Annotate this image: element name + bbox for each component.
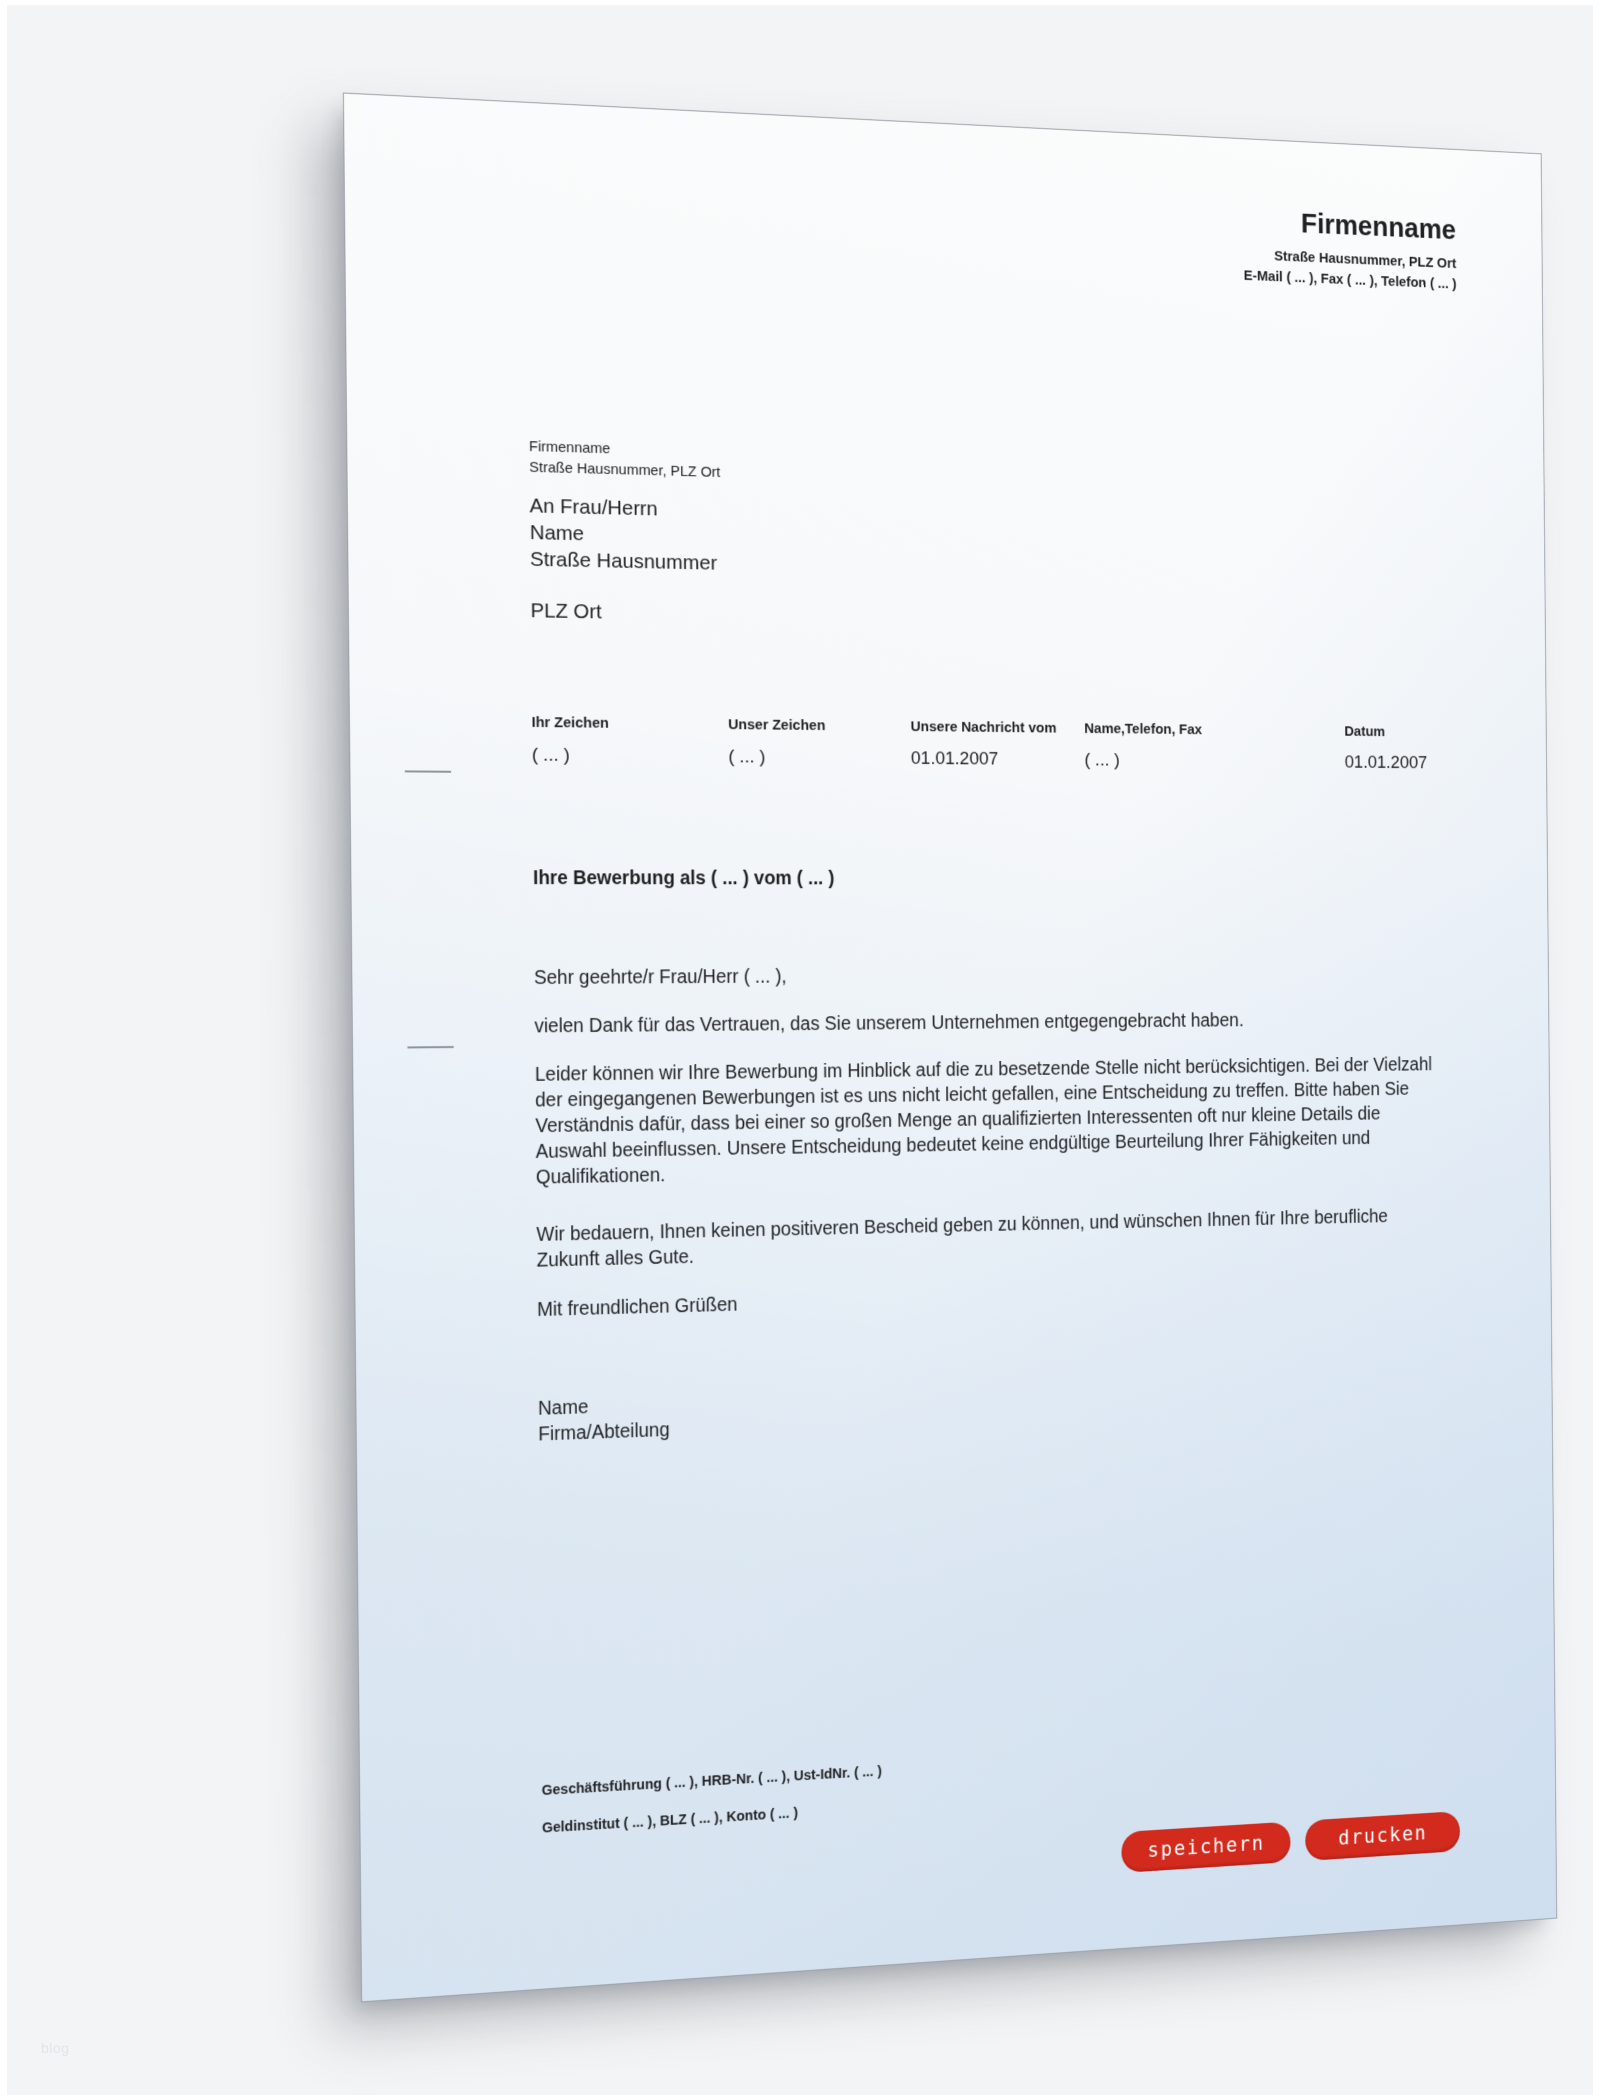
recipient-line2: Name (529, 521, 585, 546)
reference-value: 01.01.2007 (1344, 752, 1428, 773)
reference-label: Name,Telefon, Fax (1084, 720, 1203, 738)
body-paragraph: Leider können wir Ihre Bewerbung im Hinblick auf die zu besetzende Stelle nicht berücksichtigen. Bei der Vielzahl der eingegangenen Bewerbungen ist es uns nicht leicht gefallen, eine Entscheidung zu treffen. Bitte haben Sie Verständnis dafür, dass bei einer so großen Menge an qualifizierten Interessenten oft nur kleine Details die Auswahl beeinflussen. Unsere Entscheidung bedeutet keine endgültige Beurteilung Ihrer Fähigkeiten und Qualifikationen. (534, 1054, 1433, 1189)
letter-page (343, 92, 1557, 2002)
signature-block (538, 1367, 1443, 1447)
salutation: Sehr geehrte/r Frau/Herr ( ... ), (533, 965, 787, 989)
footer-line2: Geldinstitut ( ... ), BLZ ( ... ), Konto ( ... ) (541, 1805, 798, 1837)
letterhead (1243, 205, 1456, 295)
reference-column (728, 716, 826, 769)
fold-mark-middle (407, 1046, 453, 1048)
reference-column (911, 718, 1057, 770)
reference-label: Unsere Nachricht vom (910, 718, 1057, 737)
sender-address: Straße Hausnummer, PLZ Ort (529, 458, 721, 481)
recipient-line4: PLZ Ort (530, 599, 602, 624)
reference-column (532, 714, 610, 767)
subject-line: Ihre Bewerbung als ( ... ) vom ( ... ) (532, 867, 835, 890)
reference-label: Ihr Zeichen (531, 714, 610, 732)
signature-org: Firma/Abteilung (538, 1419, 670, 1446)
reference-value: ( ... ) (1084, 750, 1120, 771)
letterhead-contact: E-Mail ( ... ), Fax ( ... ), Telefon ( ... ) (1243, 267, 1457, 293)
reference-value: ( ... ) (728, 746, 766, 768)
reference-label: Datum (1344, 723, 1386, 740)
reference-label: Unser Zeichen (728, 716, 826, 734)
body-paragraph: Wir bedauern, Ihnen keinen positiveren Bescheid geben zu können, und wünschen Ihnen für Ihre berufliche Zukunft alles Gute. (536, 1206, 1388, 1272)
save-button[interactable]: speichern (1121, 1822, 1290, 1873)
sender-line (529, 436, 721, 483)
recipient-address (529, 493, 717, 628)
closing-formula: Mit freundlichen Grüßen (537, 1294, 738, 1321)
footer-line1: Geschäftsführung ( ... ), HRB-Nr. ( ... ), Ust-IdNr. ( ... ) (541, 1763, 882, 1800)
print-button[interactable]: drucken (1305, 1811, 1460, 1861)
background-canvas (7, 5, 1593, 2095)
reference-value: 01.01.2007 (910, 748, 999, 770)
recipient-line1: An Frau/Herrn (529, 494, 658, 521)
fold-mark-top (405, 770, 451, 772)
letterhead-company: Firmenname (1300, 207, 1457, 246)
recipient-line3: Straße Hausnummer (529, 547, 718, 575)
reference-column (1344, 724, 1427, 774)
reference-value: ( ... ) (531, 744, 570, 766)
signature-name: Name (537, 1396, 589, 1420)
blog-watermark: blog (41, 2040, 70, 2056)
letterhead-address: Straße Hausnummer, PLZ Ort (1274, 248, 1457, 272)
sender-company: Firmenname (528, 438, 611, 458)
reference-column (1084, 720, 1202, 772)
body-paragraph: vielen Dank für das Vertrauen, das Sie unserem Unternehmen entgegengebracht haben. (534, 1010, 1244, 1038)
